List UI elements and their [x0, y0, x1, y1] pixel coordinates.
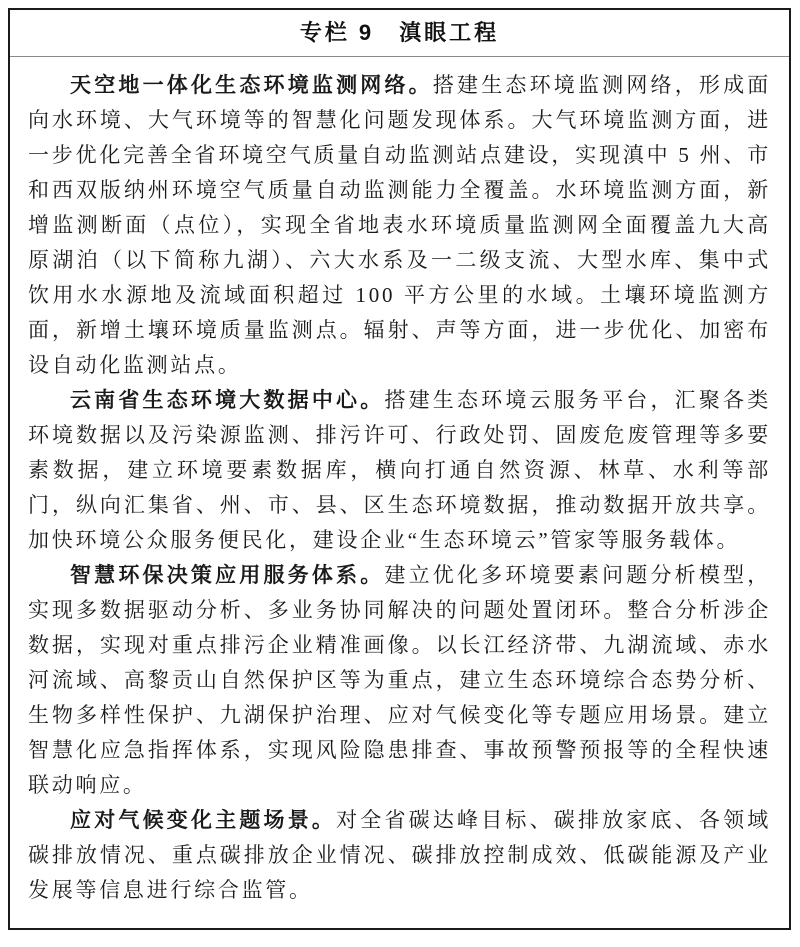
- paragraph-lead: 天空地一体化生态环境监测网络。: [70, 74, 433, 97]
- panel-title: 专栏 9 滇眼工程: [10, 10, 789, 57]
- column-panel: [8, 8, 791, 930]
- paragraph-text: 对全省碳达峰目标、碳排放家底、各领域碳排放情况、重点碳排放企业情况、碳排放控制成效、低碳能源及产业发展等信息进行综合监管。: [28, 808, 772, 902]
- paragraph-lead: 智慧环保决策应用服务体系。: [70, 564, 385, 587]
- paragraph-lead: 云南省生态环境大数据中心。: [70, 389, 385, 412]
- paragraph-text: 建立优化多环境要素问题分析模型，实现多数据驱动分析、多业务协同解决的问题处置闭环。整合分析涉企数据，实现对重点排污企业精准画像。以长江经济带、九湖流域、赤水河流域、高黎贡山自然保护区等为重点，建立生态环境综合态势分析、生物多样性保护、九湖保护治理、应对气候变化等专题应用场景。建立智慧化应急指挥体系，实现风险隐患排查、事故预警预报等的全程快速联动响应。: [28, 563, 771, 797]
- panel-body: [10, 57, 789, 908]
- paragraph-monitoring-network: [28, 68, 771, 383]
- paragraph-text: 搭建生态环境监测网络，形成面向水环境、大气环境等的智慧化问题发现体系。大气环境监测方面，进一步优化完善全省环境空气质量自动监测站点建设，实现滇中 5 州、市和西双版纳州环境空气质量自动监测能力全覆盖。水环境监测方面，新增监测断面（点位），实现全省地表水环境质量监测网全面覆盖九大高原湖泊（以下简称九湖）、六大水系及一二级支流、大型水库、集中式饮用水水源地及流域面积超过 100 平方公里的水域。土壤环境监测方面，新增土壤环境质量监测点。辐射、声等方面，进一步优化、加密布设自动化监测站点。: [28, 73, 772, 377]
- paragraph-lead: 应对气候变化主题场景。: [70, 809, 337, 832]
- paragraph-text: 搭建生态环境云服务平台，汇聚各类环境数据以及污染源监测、排污许可、行政处罚、固废危废管理等多要素数据，建立环境要素数据库，横向打通自然资源、林草、水利等部门，纵向汇集省、州、市、县、区生态环境数据，推动数据开放共享。加快环境公众服务便民化，建设企业“生态环境云”管家等服务载体。: [28, 388, 771, 552]
- paragraph-climate-change-scene: [28, 803, 771, 908]
- paragraph-smart-decision-system: [28, 558, 771, 803]
- paragraph-big-data-center: [28, 383, 771, 558]
